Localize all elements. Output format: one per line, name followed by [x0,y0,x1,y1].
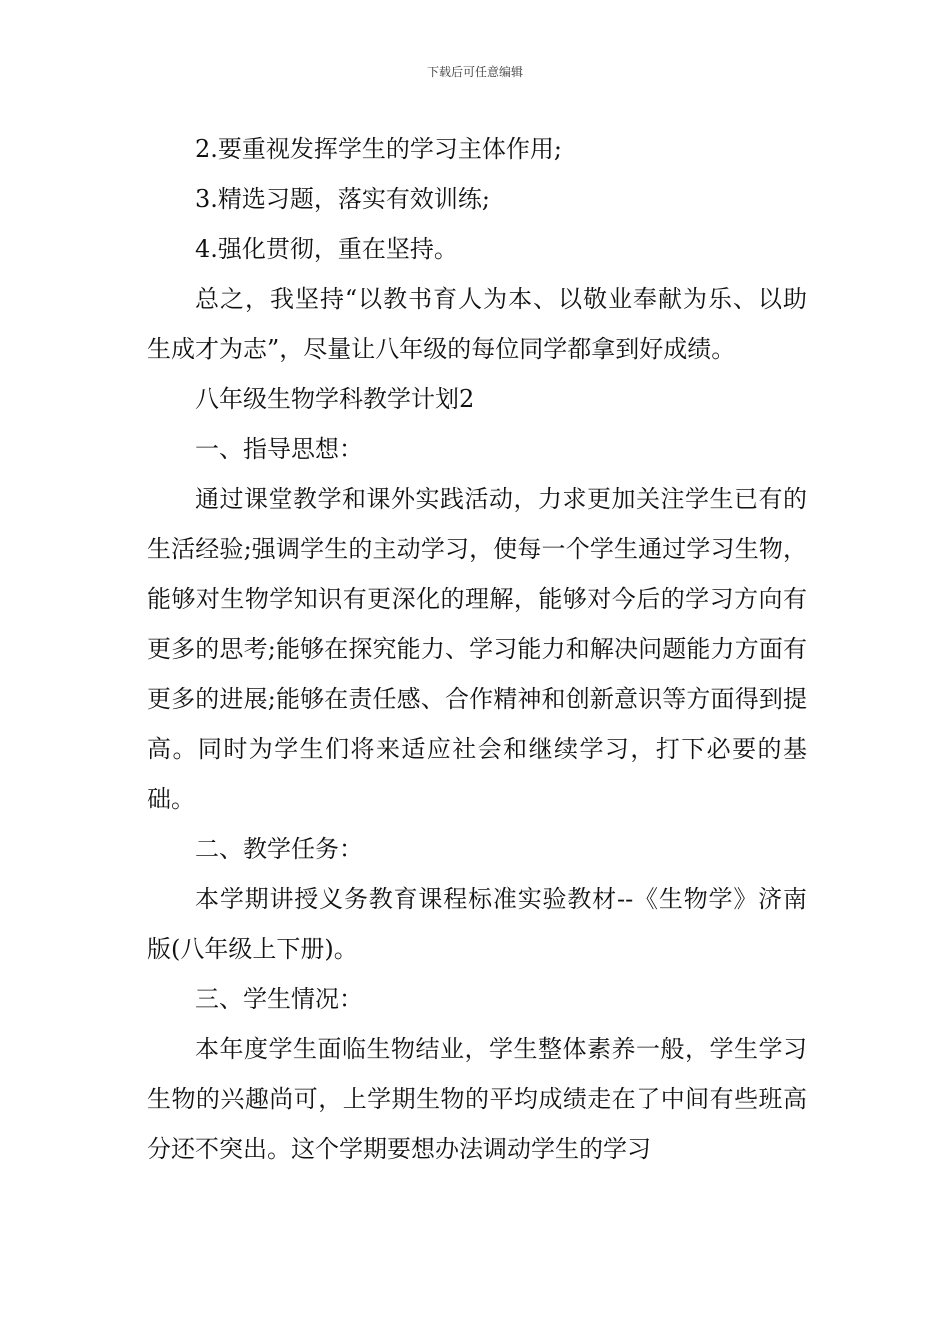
section-title: 八年级生物学科教学计划2 [195,385,475,413]
teaching-task-paragraph: 本学期讲授义务教育课程标准实验教材--《生物学》济南版(八年级上下册)。 [147,885,807,963]
summary-paragraph: 总之，我坚持“以教书育人为本、以敬业奉献为乐、以助生成才为志”，尽量让八年级的每位同学都拿到好成绩。 [147,285,807,363]
student-situation-paragraph: 本年度学生面临生物结业，学生整体素养一般，学生学习生物的兴趣尚可，上学期生物的平均成绩走在了中间有些班高分还不突出。这个学期要想办法调动学生的学习 [147,1035,807,1163]
heading-student-situation: 三、学生情况： [195,985,363,1013]
guiding-thought-paragraph: 通过课堂教学和课外实践活动，力求更加关注学生已有的生活经验;强调学生的主动学习，使每一个学生通过学习生物，能够对生物学知识有更深化的理解，能够对今后的学习方向有更多的思考;能够在探究能力、学习能力和解决问题能力方面有更多的进展;能够在责任感、合作精神和创新意识等方面得到提高。同时为学生们将来适应社会和继续学习，打下必要的基础。 [147,485,807,813]
list-item-3: 3.精选习题，落实有效训练; [195,185,490,213]
list-item-2: 2.要重视发挥学生的学习主体作用; [195,135,562,163]
heading-teaching-task: 二、教学任务： [195,835,363,863]
document-body [147,124,807,1174]
page-header-note: 下载后可任意编辑 [426,65,523,79]
heading-guiding-thought: 一、指导思想： [195,435,363,463]
list-item-4: 4.强化贯彻，重在坚持。 [195,235,458,263]
